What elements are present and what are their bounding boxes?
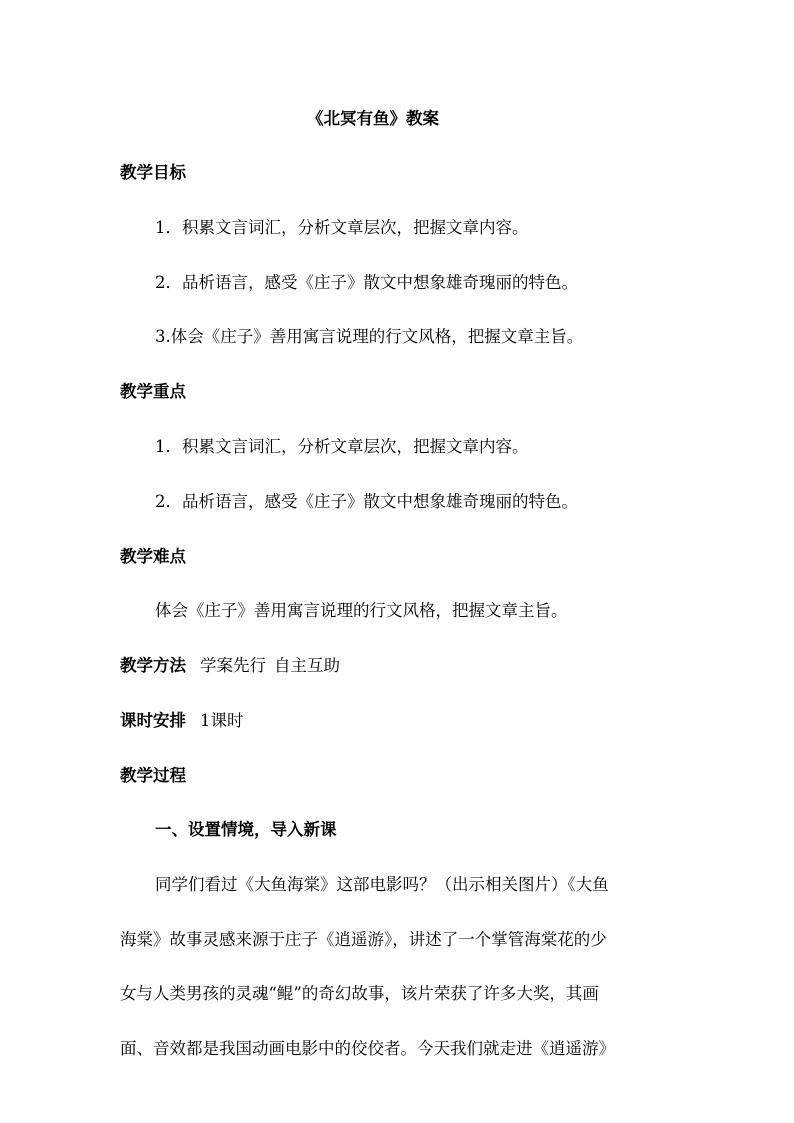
- paragraph-line: 同学们看过《大鱼海棠》这部电影吗？（出示相关图片）《大鱼: [155, 875, 609, 894]
- document-title: 《北冥有鱼》教案: [307, 109, 439, 128]
- section-1-heading: 一、设置情境，导入新课: [155, 820, 337, 839]
- key-points-heading: 教学重点: [120, 382, 186, 401]
- objectives-heading: 教学目标: [120, 163, 186, 182]
- method-row: [120, 655, 340, 677]
- schedule-row: [120, 710, 244, 732]
- difficulties-text: 体会《庄子》善用寓言说理的行文风格，把握文章主旨。: [155, 601, 568, 620]
- paragraph-line: 海棠》故事灵感来源于庄子《逍遥游》，讲述了一个掌管海棠花的少: [120, 930, 607, 949]
- method-label: 教学方法: [120, 656, 186, 675]
- method-value-2: 自主互助: [274, 656, 340, 675]
- key-point-item: 1．积累文言词汇，分析文章层次，把握文章内容。: [155, 437, 529, 456]
- paragraph-line: 女与人类男孩的灵魂“鲲”的奇幻故事，该片荣获了许多大奖，其画: [120, 984, 599, 1003]
- difficulties-heading: 教学难点: [120, 547, 186, 566]
- method-value-1: 学案先行: [200, 656, 266, 675]
- process-heading: 教学过程: [120, 766, 186, 785]
- paragraph-line: 面、音效都是我国动画电影中的佼佼者。今天我们就走进《逍遥游》: [120, 1039, 615, 1058]
- objective-item: 3.体会《庄子》善用寓言说理的行文风格，把握文章主旨。: [155, 327, 584, 346]
- objective-item: 1．积累文言词汇，分析文章层次，把握文章内容。: [155, 218, 529, 237]
- schedule-value: 1课时: [200, 711, 244, 730]
- key-point-item: 2．品析语言，感受《庄子》散文中想象雄奇瑰丽的特色。: [155, 492, 578, 511]
- objective-item: 2．品析语言，感受《庄子》散文中想象雄奇瑰丽的特色。: [155, 273, 578, 292]
- schedule-label: 课时安排: [120, 711, 186, 730]
